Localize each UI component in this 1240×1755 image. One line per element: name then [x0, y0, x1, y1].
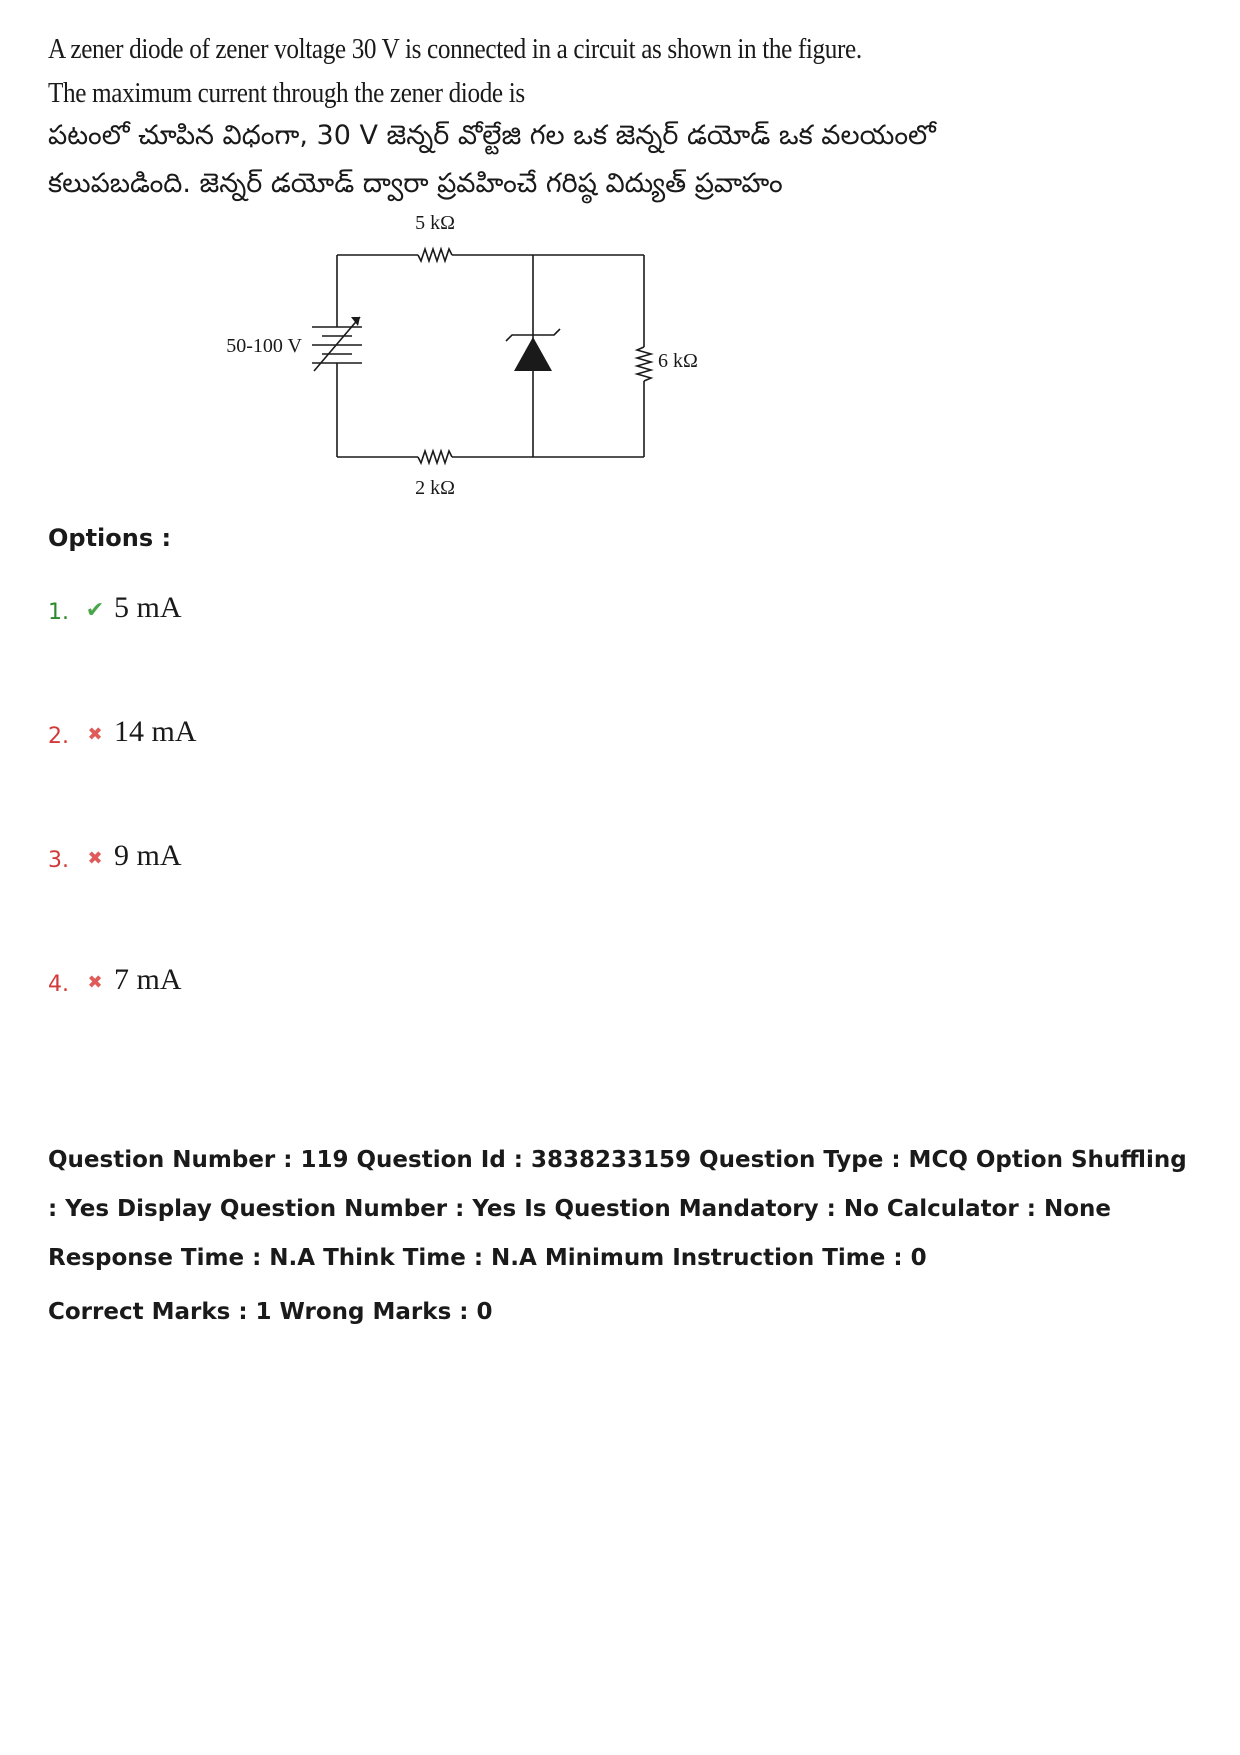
option-3 [48, 836, 182, 876]
label-bottom-resistor: 2 kΩ [415, 477, 455, 499]
label-top-resistor: 5 kΩ [415, 212, 455, 234]
label-right-resistor: 6 kΩ [658, 350, 698, 372]
option-2 [48, 712, 197, 752]
cross-icon: ✖ [87, 847, 103, 869]
options-heading: Options : [48, 524, 172, 552]
option-4-number: 4. [48, 971, 69, 997]
question-metadata: Question Number : 119 Question Id : 3838233159 Question Type : MCQ Option Shuffling : Yes Display Question Number : Yes Is Question Mandatory : No Calculator : None Response Time : N.A Think Time : N.A Minimum Instruction Time : 0 [48, 1147, 1187, 1271]
option-3-text: 9 mA [114, 839, 182, 872]
option-3-number: 3. [48, 847, 69, 873]
option-1-text: 5 mA [114, 591, 182, 624]
question-text-telugu-line2: కలుపబడింది. జెన్నర్ డయోడ్ ద్వారా ప్రవహించే గరిష్ఠ విద్యుత్ ప్రవాహం [48, 168, 783, 199]
option-2-text: 14 mA [114, 715, 197, 748]
marks-info: Correct Marks : 1 Wrong Marks : 0 [48, 1299, 493, 1325]
option-1-number: 1. [48, 599, 69, 625]
option-4-text: 7 mA [114, 963, 182, 996]
question-text-english-line2: The maximum current through the zener diode is [48, 78, 525, 109]
zener-diode-symbol [514, 337, 552, 371]
variable-arrow-head [351, 317, 360, 326]
label-source-voltage: 50-100 V [226, 335, 302, 357]
circuit-diagram [200, 205, 720, 515]
option-4 [48, 960, 182, 1000]
circuit-wires [312, 249, 651, 463]
check-icon: ✔ [85, 597, 105, 623]
option-1 [48, 588, 182, 628]
question-text-english-line1: A zener diode of zener voltage 30 V is connected in a circuit as shown in the figure. [48, 34, 862, 65]
option-2-number: 2. [48, 723, 69, 749]
cross-icon: ✖ [87, 723, 103, 745]
question-text-telugu-line1: పటంలో చూపిన విధంగా, 30 V జెన్నర్ వోల్టేజి గల ఒక జెన్నర్ డయోడ్ ఒక వలయంలో [48, 120, 936, 151]
cross-icon: ✖ [87, 971, 103, 993]
